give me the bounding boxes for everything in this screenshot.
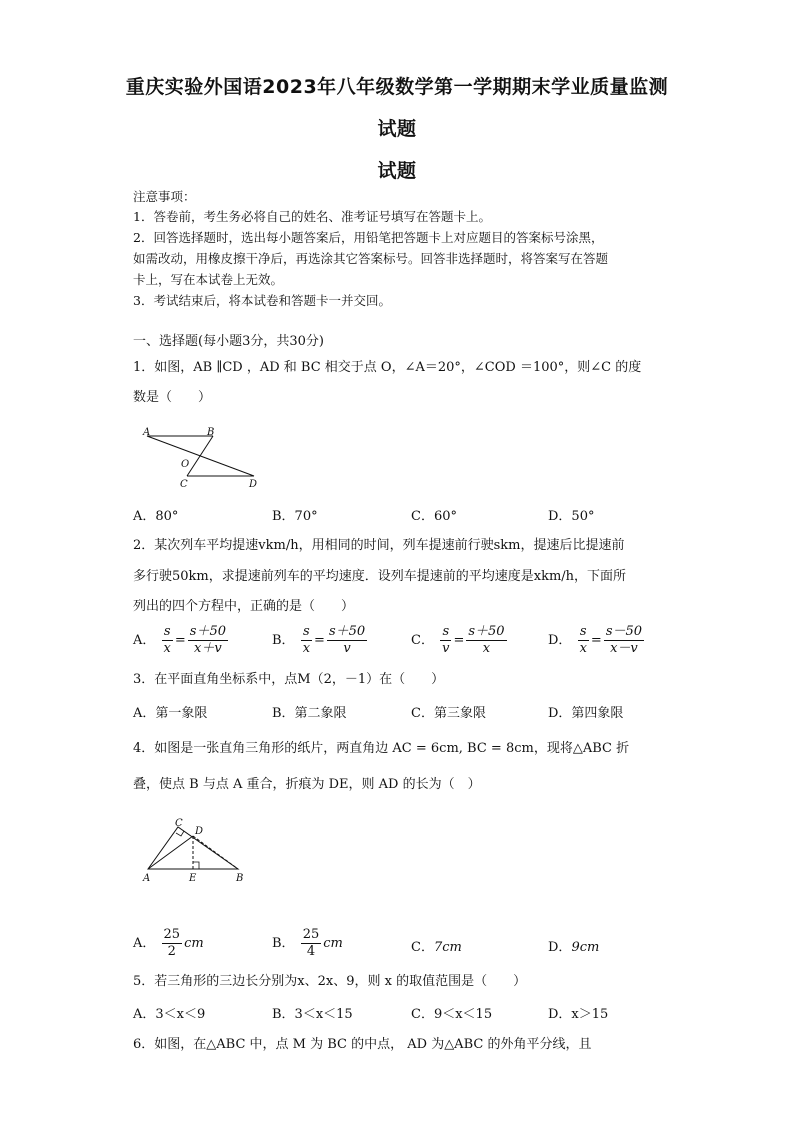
q1-option-a[interactable]: A．80° <box>133 509 179 524</box>
q2-a-left-den: x <box>163 641 171 656</box>
q5-option-d[interactable]: D．x＞15 <box>548 1007 609 1022</box>
q1-label-d: D <box>249 479 258 490</box>
q2-stem-line1: 2．某次列车平均提速vkm/h，用相同的时间，列车提速前行驶skm，提速后比提速前 <box>133 538 625 553</box>
q4-option-a-label: A． <box>133 936 156 951</box>
q2-stem-line3: 列出的四个方程中，正确的是（ ） <box>133 599 355 614</box>
q4-b-num: 25 <box>302 927 320 942</box>
q5-stem: 5．若三角形的三边长分别为x、2x、9，则 x 的取值范围是（ ） <box>133 974 527 989</box>
q4-b-den: 4 <box>306 944 316 959</box>
q2-option-a[interactable]: A． $\frac{s}{x}$ = $\frac{s+50}{x+v}$ <box>133 624 226 656</box>
q2-a-right-den: x＋v <box>194 641 222 656</box>
q4-option-c[interactable] <box>411 936 462 955</box>
q6-stem: 6．如图，在△ABC 中，点 M 为 BC 的中点， AD 为△ABC 的外角平分线，且 <box>133 1037 592 1052</box>
q2-option-b[interactable]: B． $\frac{s}{x}$ = $\frac{s+50}{v}$ <box>272 624 366 656</box>
exam-title-line2: 试题 <box>377 118 417 140</box>
notice-item-2: 2．回答选择题时，选出每小题答案后，用铅笔把答题卡上对应题目的答案标号涂黑， <box>133 230 604 245</box>
q2-b-right-num: s＋50 <box>328 624 366 639</box>
q1-stem-line1: 1．如图，AB ∥CD ，AD 和 BC 相交于点 O，∠A＝20°，∠COD ＝100°，则∠C 的度 <box>133 360 642 375</box>
q3-option-b[interactable]: B．第二象限 <box>272 706 347 721</box>
q2-a-left-num: s <box>162 624 173 641</box>
q2-d-left-den: x <box>579 641 587 656</box>
exam-title-line3: 试题 <box>377 160 417 182</box>
q1-option-d[interactable]: D．50° <box>548 509 595 524</box>
q2-option-a-label: A． <box>133 633 156 648</box>
q2-d-left-num: s <box>578 624 589 641</box>
q2-stem-line2: 多行驶50km，求提速前列车的平均速度．设列车提速前的平均速度是xkm/h，下面所 <box>133 569 627 584</box>
q1-option-b[interactable]: B．70° <box>272 509 318 524</box>
q2-a-right-num: s＋50 <box>189 624 226 639</box>
q2-b-left-den: x <box>302 641 311 656</box>
q5-option-b[interactable]: B．3＜x＜15 <box>272 1007 353 1022</box>
q2-d-right-den: x－v <box>610 641 638 656</box>
notice-item-1: 1．答卷前，考生务必将自己的姓名、准考证号填写在答题卡上。 <box>133 209 491 224</box>
q2-option-d[interactable]: D． $\frac{s}{x}$ = $\frac{s-50}{x-v}$ <box>548 624 643 656</box>
q4-option-c-text: 7cm <box>433 940 462 955</box>
q4-label-a: A <box>143 873 151 884</box>
q1-stem-line2: 数是（ ） <box>133 390 212 405</box>
q4-option-a[interactable] <box>133 927 204 960</box>
q1-option-c[interactable]: C．60° <box>411 509 457 524</box>
q2-c-right-num: s＋50 <box>468 624 505 639</box>
q4-label-c: C <box>175 818 183 829</box>
q1-label-b: B <box>207 427 215 438</box>
q4-option-c-label: C． <box>411 940 434 955</box>
q2-option-c[interactable]: C． $\frac{s}{v}$ = $\frac{s+50}{x}$ <box>411 624 505 656</box>
q1-label-a: A <box>143 427 151 438</box>
q1-figure <box>140 425 265 491</box>
q4-label-d: D <box>195 826 204 837</box>
q4-stem-line2: 叠，使点 B 与点 A 重合，折痕为 DE，则 AD 的长为（ ） <box>133 777 481 792</box>
q4-a-num: 25 <box>163 927 181 942</box>
q4-option-b-label: B． <box>272 936 295 951</box>
q4-figure <box>135 815 250 887</box>
q4-label-e: E <box>189 873 197 884</box>
q4-stem-line1: 4．如图是一张直角三角形的纸片，两直角边 AC = 6cm, BC = 8cm，现将△ABC 折 <box>133 741 630 756</box>
q2-option-d-label: D． <box>548 633 572 648</box>
q2-b-left-num: s <box>301 624 312 641</box>
q1-label-c: C <box>180 479 188 490</box>
q5-option-c[interactable]: C．9＜x＜15 <box>411 1007 493 1022</box>
q2-option-c-label: C． <box>411 633 434 648</box>
q5-option-a[interactable]: A．3＜x＜9 <box>133 1007 206 1022</box>
q2-b-right-den: v <box>343 641 351 656</box>
q4-option-b[interactable] <box>272 927 343 960</box>
q1-label-o: O <box>181 459 190 470</box>
q2-d-right-num: s－50 <box>605 624 643 639</box>
q2-c-right-den: x <box>482 641 491 656</box>
notice-heading: 注意事项： <box>133 189 196 204</box>
q4-a-unit: cm <box>184 936 204 951</box>
q2-c-left-num: s <box>440 624 451 641</box>
section-heading: 一、选择题(每小题3分，共30分) <box>133 334 324 349</box>
q4-label-b: B <box>236 873 244 884</box>
q2-c-left-den: v <box>442 641 450 656</box>
notice-item-2-cont: 如需改动，用橡皮擦干净后，再选涂其它答案标号。回答非选择题时，将答案写在答题 <box>133 251 609 266</box>
q2-option-b-label: B． <box>272 633 295 648</box>
q3-stem: 3．在平面直角坐标系中，点M（2，－1）在（ ） <box>133 672 445 687</box>
q4-option-d[interactable] <box>548 936 599 955</box>
exam-title-line1: 重庆实验外国语2023年八年级数学第一学期期末学业质量监测 <box>125 76 669 98</box>
q3-option-c[interactable]: C．第三象限 <box>411 706 486 721</box>
q4-option-d-text: 9cm <box>571 940 600 955</box>
q4-a-den: 2 <box>167 944 176 959</box>
notice-item-3: 3．考试结束后，将本试卷和答题卡一并交回。 <box>133 293 391 308</box>
q4-b-unit: cm <box>323 936 343 951</box>
notice-item-2-cont2: 卡上，写在本试卷上无效。 <box>133 272 284 287</box>
q3-option-a[interactable]: A．第一象限 <box>133 706 208 721</box>
q3-option-d[interactable]: D．第四象限 <box>548 706 624 721</box>
q4-option-d-label: D． <box>548 940 572 955</box>
